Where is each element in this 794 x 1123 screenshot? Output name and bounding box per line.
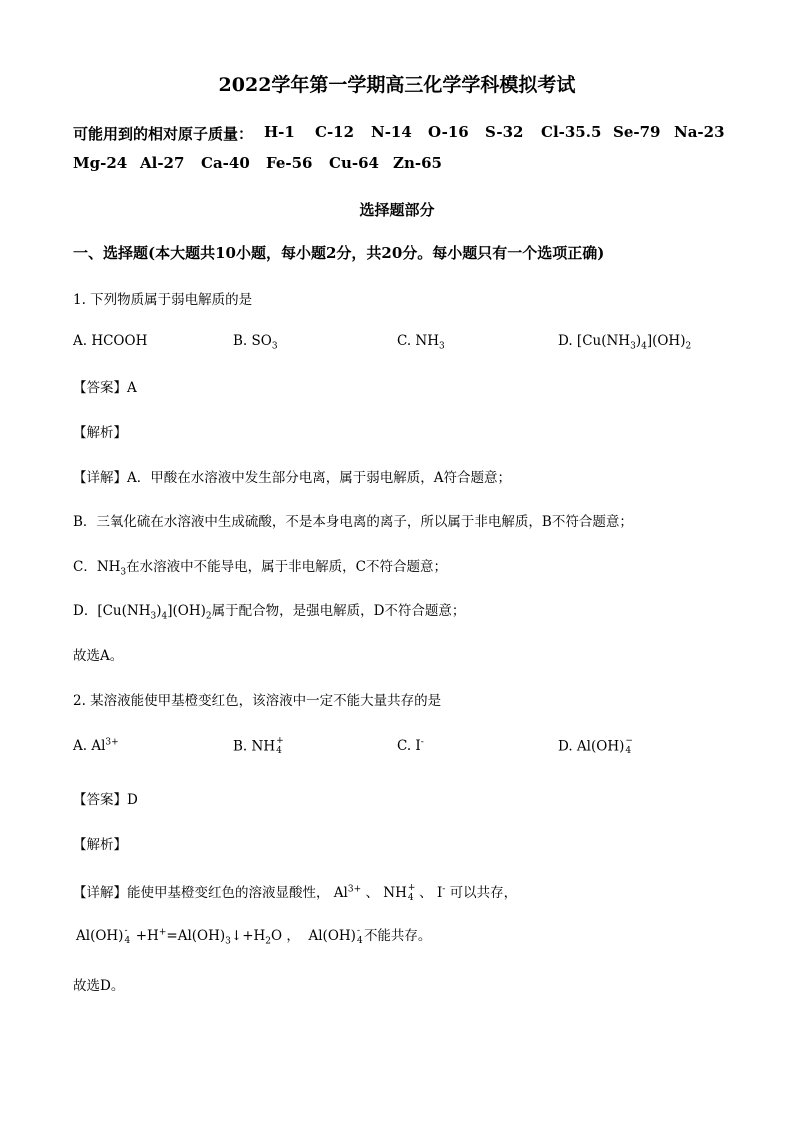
atomic-mass-n: N-14 [371,123,412,141]
atomic-mass-ca: Ca-40 [201,154,250,172]
q1-option-b: B. $SO_3$ [233,333,278,352]
q1-option-d: D. $[Cu(NH_3)_4](OH)_2$ [558,333,692,352]
q1-option-c: C. $NH_3$ [397,333,445,352]
section-title: 选择题部分 [359,201,435,219]
atomic-mass-mg: Mg-24 [73,154,128,172]
q2-option-b: B. NH + 4 [233,736,284,756]
q1-detail-c: C．$NH_3$在水溶液中不能导电，属于非电解质，C不符合题意； [73,559,447,578]
page-title: 2022学年第一学期高三化学学科模拟考试 [218,74,576,96]
atomic-mass-o: O-16 [428,123,469,141]
atomic-mass-al: Al-27 [140,154,185,172]
q1-detail-a: 【详解】A．甲酸在水溶液中发生部分电离，属于弱电解质，A符合题意； [73,470,511,486]
q1-stem: 1. 下列物质属于弱电解质的是 [73,292,253,308]
q2-answer: 【答案】D [73,792,138,808]
atomic-mass-cl: Cl-35.5 [541,123,602,141]
q1-detail-b: B．三氧化硫在水溶液中生成硫酸，不是本身电离的离子，所以属于非电解质，B不符合题意； [73,514,633,530]
atomic-mass-zn: Zn-65 [393,154,442,172]
atomic-mass-s: S-32 [485,123,524,141]
atomic-mass-fe: Fe-56 [266,154,313,172]
atomic-mass-cu: Cu-64 [329,154,379,172]
q2-stem: 2. 某溶液能使甲基橙变红色，该溶液中一定不能大量共存的是 [73,693,442,709]
atomic-mass-na: Na-23 [674,123,725,141]
q1-answer: 【答案】A [73,380,137,396]
q2-option-d: D. Al(OH) − 4 [558,736,633,756]
q2-detail-line1: 【详解】能使甲基橙变红色的溶液显酸性， $Al^{3+}$ 、 NH + 4 、 I- 可以共存， [73,882,518,903]
q2-equation-line: Al(OH) - 4 $+H^+=Al(OH)_3↓+H_2O$ ， Al(OH) - 4 不能共存。 [76,925,432,947]
atomic-mass-c: C-12 [315,123,355,141]
q1-analysis-tag: 【解析】 [73,425,127,441]
q1-detail-d: D．$[Cu(NH_3)_4](OH)_2$属于配合物，是强电解质，D不符合题意； [73,603,466,622]
q2-analysis-tag: 【解析】 [73,837,127,853]
atomic-mass-se: Se-79 [613,123,661,141]
q2-conclusion: 故选D。 [73,978,125,994]
q1-option-a: A. HCOOH [73,333,148,349]
q2-option-a: A. $Al^{3+}$ [73,737,119,754]
q2-option-c: C. I- [397,737,424,754]
atomic-mass-label: 可能用到的相对原子质量： [73,125,254,143]
part-heading: 一、选择题(本大题共10小题，每小题2分，共20分。每小题只有一个选项正确) [73,244,605,262]
q1-conclusion: 故选A。 [73,648,124,664]
atomic-mass-h: H-1 [264,123,295,141]
